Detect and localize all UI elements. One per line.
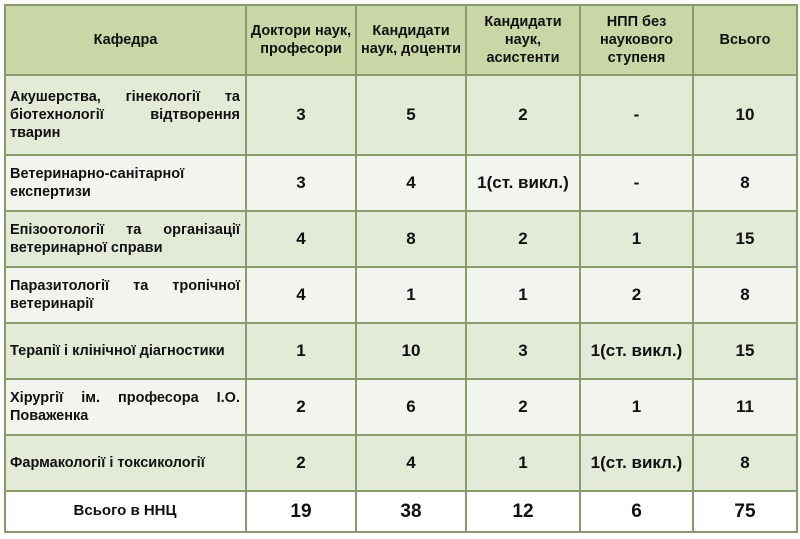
cell-docents: 8: [356, 211, 466, 267]
cell-assistants: 1: [466, 267, 580, 323]
header-row: [5, 5, 797, 75]
department-name: Паразитології та тропічної ветеринарії: [5, 267, 246, 323]
cell-assistants: 1(ст. викл.): [466, 155, 580, 211]
total-all: 75: [693, 491, 797, 532]
header-no-degree: НПП без наукового ступеня: [580, 5, 693, 75]
table-row: [5, 435, 797, 491]
total-doctors: 19: [246, 491, 356, 532]
total-docents: 38: [356, 491, 466, 532]
cell-doctors: 2: [246, 379, 356, 435]
cell-total: 10: [693, 75, 797, 155]
total-no-degree: 6: [580, 491, 693, 532]
table-row: [5, 323, 797, 379]
cell-doctors: 4: [246, 267, 356, 323]
staff-table: [4, 4, 798, 533]
cell-docents: 4: [356, 155, 466, 211]
header-candidates-assistants: Кандидати наук, асистенти: [466, 5, 580, 75]
cell-no-degree: -: [580, 155, 693, 211]
cell-doctors: 4: [246, 211, 356, 267]
department-name: Епізоотології та організації ветеринарної справи: [5, 211, 246, 267]
cell-doctors: 3: [246, 155, 356, 211]
cell-no-degree: 1(ст. викл.): [580, 435, 693, 491]
table-row: [5, 211, 797, 267]
department-name: Акушерства, гінекології та біотехнології відтворення тварин: [5, 75, 246, 155]
cell-docents: 5: [356, 75, 466, 155]
table-row: [5, 155, 797, 211]
header-total: Всього: [693, 5, 797, 75]
cell-total: 15: [693, 323, 797, 379]
header-department: Кафедра: [5, 5, 246, 75]
total-assistants: 12: [466, 491, 580, 532]
table-row: [5, 75, 797, 155]
department-name: Фармакології і токсикології: [5, 435, 246, 491]
department-name: Терапії і клінічної діагностики: [5, 323, 246, 379]
cell-total: 15: [693, 211, 797, 267]
cell-docents: 4: [356, 435, 466, 491]
header-candidates-docents: Кандидати наук, доценти: [356, 5, 466, 75]
cell-assistants: 2: [466, 75, 580, 155]
cell-assistants: 2: [466, 211, 580, 267]
table-row: [5, 379, 797, 435]
total-label: Всього в ННЦ: [5, 491, 246, 532]
cell-docents: 10: [356, 323, 466, 379]
table-row: [5, 267, 797, 323]
staff-table-container: [4, 4, 796, 531]
cell-no-degree: 1: [580, 379, 693, 435]
cell-assistants: 1: [466, 435, 580, 491]
cell-total: 8: [693, 267, 797, 323]
cell-no-degree: 2: [580, 267, 693, 323]
cell-doctors: 1: [246, 323, 356, 379]
cell-total: 8: [693, 155, 797, 211]
cell-no-degree: 1(ст. викл.): [580, 323, 693, 379]
cell-doctors: 3: [246, 75, 356, 155]
cell-total: 11: [693, 379, 797, 435]
cell-total: 8: [693, 435, 797, 491]
cell-no-degree: 1: [580, 211, 693, 267]
cell-no-degree: -: [580, 75, 693, 155]
cell-assistants: 3: [466, 323, 580, 379]
department-name: Ветеринарно-санітарної експертизи: [5, 155, 246, 211]
department-name: Хірургії ім. професора І.О. Поваженка: [5, 379, 246, 435]
cell-doctors: 2: [246, 435, 356, 491]
header-doctors: Доктори наук, професори: [246, 5, 356, 75]
cell-docents: 1: [356, 267, 466, 323]
total-row: [5, 491, 797, 532]
cell-docents: 6: [356, 379, 466, 435]
cell-assistants: 2: [466, 379, 580, 435]
